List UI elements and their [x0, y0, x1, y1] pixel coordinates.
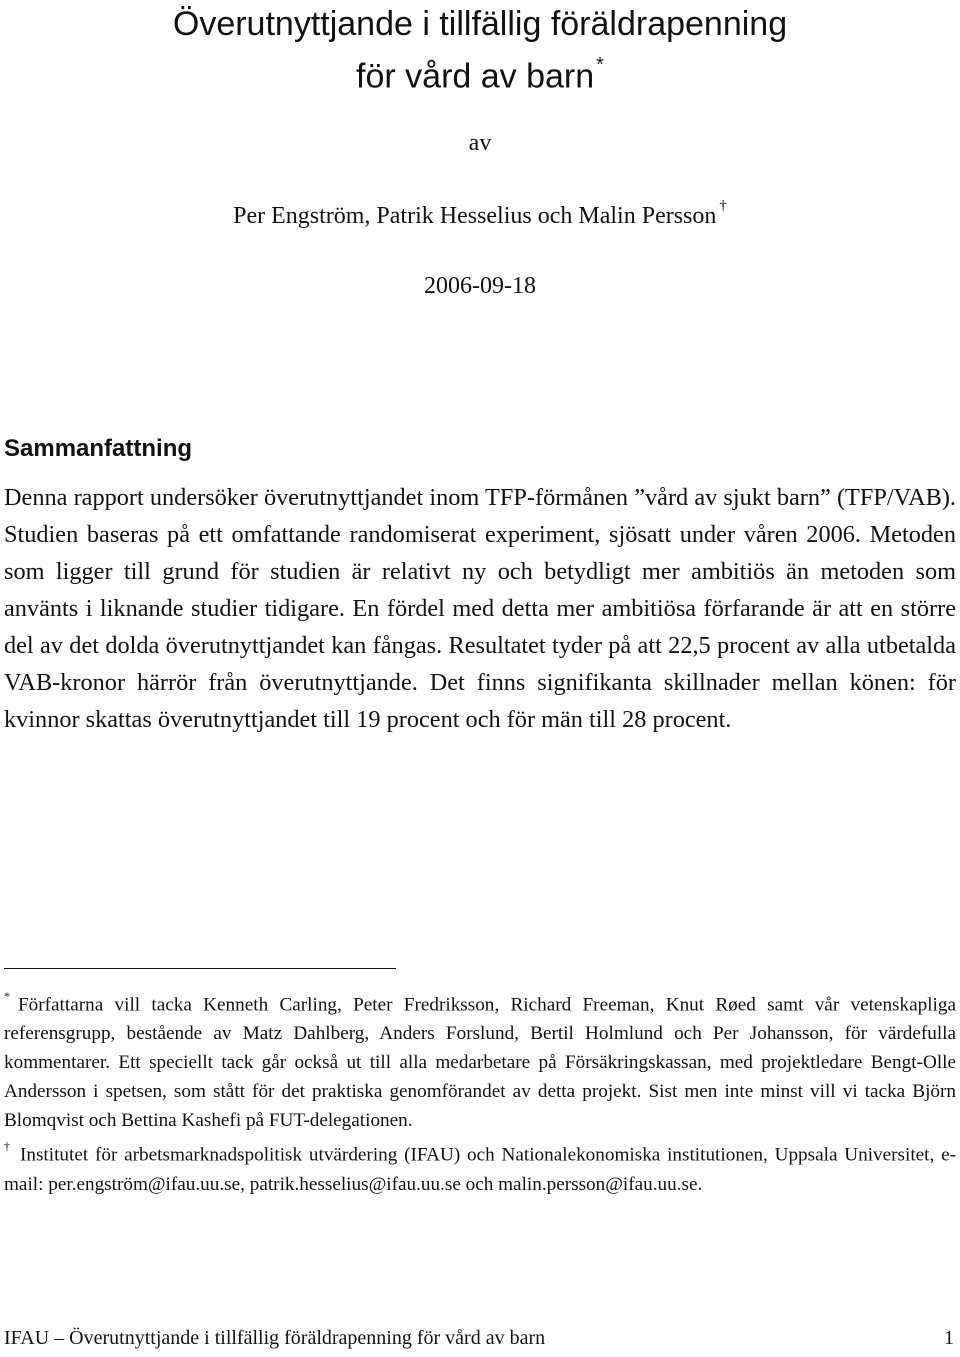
page-footer [4, 1327, 954, 1357]
abstract-text: Denna rapport undersöker överutnyttjandet inom TFP-förmånen ”vård av sjukt barn” (TFP/VAB). Studien baseras på ett omfattande randomiserat experiment, sjösatt under våren 2006. Metoden som ligger till grund för studien är relativt ny och betydligt mer ambitiös än metoden som använts i liknande studier tidigare. En fördel med detta mer ambitiösa förfarande är att en större del av det dolda överutnyttjandet kan fångas. Resultatet tyder på att 22,5 procent av alla utbetalda VAB-kronor härrör från överutnyttjande. Det finns signifikanta skillnader mellan könen: för kvinnor skattas överutnyttjandet till 19 procent och för män till 28 procent. [4, 484, 956, 733]
footnote-marker: † [4, 1139, 12, 1154]
title-line-1: Överutnyttjande i tillfällig föräldrapenning [172, 5, 788, 43]
footnote-text: Författarna vill tacka Kenneth Carling, Peter Fredriksson, Richard Freeman, Knut Røed samt vår vetenskapliga referensgrupp, bestående av Matz Dahlberg, Anders Forslund, Bertil Holmlund och Per Johansson, för värdefulla kommentarer. Ett speciellt tack går också ut till alla medarbetare på Försäkringskassan, med projektledare Bengt-Olle Andersson i spetsen, som stått för det praktiska genomförandet av detta projekt. Sist men inte minst vill vi tacka Björn Blomqvist och Bettina Kashefi på FUT-delegationen. [4, 994, 956, 1132]
footnote-divider [4, 968, 396, 969]
footnotes [4, 985, 956, 1199]
footnote-acknowledgements [4, 985, 956, 1135]
title-footnote-marker: * [596, 54, 604, 76]
footnote-text: Institutet för arbetsmarknadspolitisk utvärdering (IFAU) och Nationalekonomiska institutionen, Uppsala Universitet, e-mail: per.engström@ifau.uu.se, patrik.hesselius@ifau.uu.se och malin.persson@ifau.uu.se. [4, 1144, 956, 1195]
byline-av: av [468, 130, 492, 156]
authors-text: Per Engström, Patrik Hesselius och Malin Persson [233, 203, 717, 229]
publication-date: 2006-09-18 [424, 273, 536, 299]
abstract-heading: Sammanfattning [4, 435, 193, 462]
paper-title [0, 2, 960, 99]
page-number: 1 [944, 1327, 954, 1349]
author-list [0, 198, 960, 230]
authors-footnote-marker: † [719, 198, 727, 214]
footnote-marker: * [4, 989, 10, 1003]
title-line-2: för vård av barn [356, 57, 595, 96]
footnote-affiliations [4, 1135, 956, 1198]
running-footer-title: IFAU – Överutnyttjande i tillfällig föräldrapenning för vård av barn [4, 1327, 546, 1349]
